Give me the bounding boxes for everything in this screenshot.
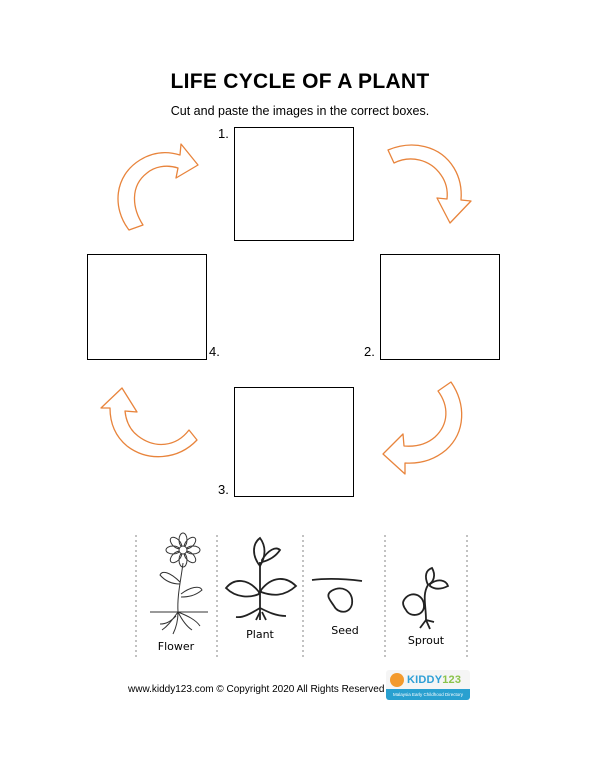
seed-card-illustration bbox=[312, 579, 362, 612]
card-label-flower: Flower bbox=[157, 640, 195, 653]
sprout-card-illustration bbox=[403, 568, 448, 629]
kiddy123-logo bbox=[386, 670, 470, 700]
cycle-arrow-bottom-left bbox=[101, 388, 197, 457]
card-label-sprout: Sprout bbox=[407, 634, 445, 647]
cycle-arrow-top-left bbox=[118, 144, 198, 230]
footer-copyright: www.kiddy123.com © Copyright 2020 All Rights Reserved bbox=[128, 684, 385, 695]
logo-tagline: Malaysia Early Childhood Directory bbox=[386, 689, 470, 700]
card-label-plant: Plant bbox=[246, 628, 274, 641]
logo-emblem-icon bbox=[390, 673, 404, 687]
cycle-arrow-top-right bbox=[388, 145, 471, 223]
card-label-seed: Seed bbox=[331, 624, 359, 637]
worksheet-title: LIFE CYCLE OF A PLANT bbox=[170, 70, 430, 93]
cycle-arrow-bottom-right bbox=[383, 382, 462, 474]
worksheet-instructions: Cut and paste the images in the correct boxes. bbox=[170, 104, 430, 118]
flower-card-illustration bbox=[150, 533, 208, 634]
logo-brand: KIDDY bbox=[407, 673, 443, 686]
box-number-2: 2. bbox=[364, 344, 375, 359]
logo-brand-number: 123 bbox=[442, 673, 462, 686]
box-number-4: 4. bbox=[209, 344, 220, 359]
box-number-1: 1. bbox=[218, 126, 229, 141]
box-number-3: 3. bbox=[218, 482, 229, 497]
plant-card-illustration bbox=[226, 538, 296, 620]
